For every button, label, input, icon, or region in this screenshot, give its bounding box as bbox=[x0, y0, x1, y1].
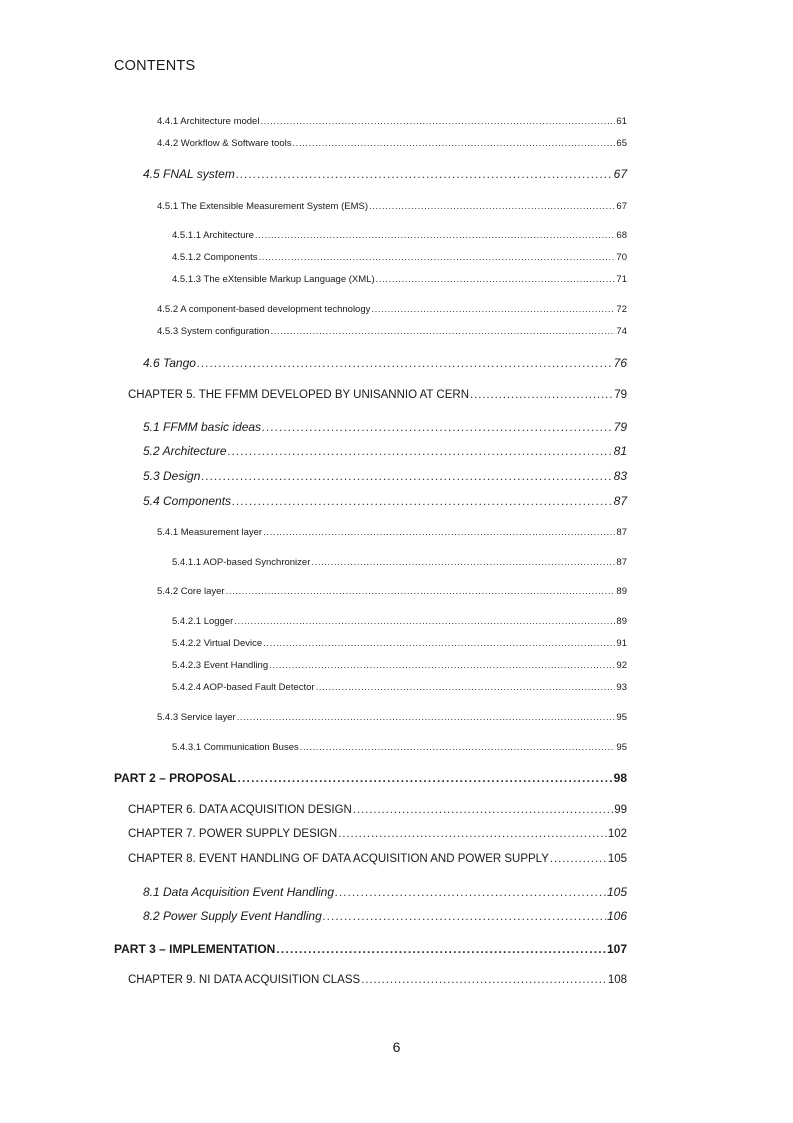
toc-entry[interactable] bbox=[128, 389, 627, 401]
toc-entry-title: CHAPTER 7. POWER SUPPLY DESIGN bbox=[128, 828, 338, 840]
toc-entry-title: 5.4.2 Core layer bbox=[157, 586, 225, 597]
toc-entry[interactable] bbox=[143, 356, 627, 370]
dot-leader bbox=[335, 885, 606, 899]
toc-entry-page: 102 bbox=[607, 828, 627, 840]
toc-entry-page: 108 bbox=[607, 974, 627, 986]
dot-leader bbox=[550, 853, 607, 865]
toc-entry-title: 8.2 Power Supply Event Handling bbox=[143, 909, 322, 923]
toc-entry-title: CHAPTER 9. NI DATA ACQUISITION CLASS bbox=[128, 974, 361, 986]
toc-entry[interactable] bbox=[128, 974, 627, 986]
dot-leader bbox=[361, 974, 607, 986]
toc-entry-title: 5.4.1.1 AOP-based Synchronizer bbox=[172, 557, 311, 568]
toc-entry-title: CHAPTER 6. DATA ACQUISITION DESIGN bbox=[128, 804, 352, 816]
toc-entry-title: 5.4.2.2 Virtual Device bbox=[172, 638, 263, 649]
dot-leader bbox=[470, 389, 613, 401]
toc-entry-title: 4.6 Tango bbox=[143, 356, 196, 370]
toc-entry[interactable] bbox=[172, 682, 627, 693]
dot-leader bbox=[323, 909, 606, 923]
dot-leader bbox=[311, 557, 615, 568]
toc-entry-title: 4.5.1.2 Components bbox=[172, 252, 258, 263]
toc-entry-page: 95 bbox=[616, 742, 627, 753]
toc-entry-title: 5.2 Architecture bbox=[143, 444, 227, 458]
toc-entry-page: 89 bbox=[616, 616, 627, 627]
toc-entry-title: 5.4.1 Measurement layer bbox=[157, 527, 263, 538]
toc-entry-title: 4.5.1 The Extensible Measurement System (EMS) bbox=[157, 201, 369, 212]
dot-leader bbox=[237, 771, 612, 785]
toc-entry-page: 95 bbox=[616, 712, 627, 723]
toc-entry-title: 5.4 Components bbox=[143, 494, 232, 508]
toc-entry-page: 87 bbox=[613, 494, 627, 508]
toc-entry[interactable] bbox=[143, 909, 627, 923]
toc-entry-page: 79 bbox=[613, 420, 627, 434]
toc-entry-page: 81 bbox=[613, 444, 627, 458]
toc-entry[interactable] bbox=[157, 201, 627, 212]
toc-entry-page: 68 bbox=[616, 230, 627, 241]
toc-entry-title: 5.4.3.1 Communication Buses bbox=[172, 742, 299, 753]
toc-entry-page: 106 bbox=[606, 909, 627, 923]
toc-entry-title: 5.4.2.4 AOP-based Fault Detector bbox=[172, 682, 315, 693]
toc-entry-title: 5.4.3 Service layer bbox=[157, 712, 236, 723]
toc-entry[interactable] bbox=[172, 557, 627, 568]
dot-leader bbox=[232, 494, 613, 508]
dot-leader bbox=[259, 252, 616, 263]
toc-entry-page: 98 bbox=[613, 771, 627, 785]
toc-entry-title: 8.1 Data Acquisition Event Handling bbox=[143, 885, 335, 899]
toc-entry[interactable] bbox=[143, 420, 627, 434]
toc-entry-page: 92 bbox=[616, 660, 627, 671]
dot-leader bbox=[236, 167, 613, 181]
toc-entry[interactable] bbox=[143, 885, 627, 899]
toc-entry-title: 5.4.2.1 Logger bbox=[172, 616, 234, 627]
dot-leader bbox=[237, 712, 616, 723]
toc-entry-page: 83 bbox=[613, 469, 627, 483]
dot-leader bbox=[270, 326, 615, 337]
toc-entry[interactable] bbox=[157, 527, 627, 538]
toc-entry[interactable] bbox=[143, 167, 627, 181]
dot-leader bbox=[197, 356, 613, 370]
toc-entry-page: 72 bbox=[616, 304, 627, 315]
toc-entry[interactable] bbox=[172, 742, 627, 753]
toc-entry[interactable] bbox=[157, 712, 627, 723]
dot-leader bbox=[371, 304, 615, 315]
toc-entry-page: 70 bbox=[616, 252, 627, 263]
dot-leader bbox=[376, 274, 616, 285]
toc-entry-page: 79 bbox=[614, 389, 627, 401]
dot-leader bbox=[262, 420, 613, 434]
toc-entry[interactable] bbox=[172, 274, 627, 285]
toc-entry-title: PART 2 – PROPOSAL bbox=[114, 771, 237, 785]
toc-entry-title: 4.4.2 Workflow & Software tools bbox=[157, 138, 292, 149]
toc-entry-title: 5.1 FFMM basic ideas bbox=[143, 420, 262, 434]
dot-leader bbox=[263, 527, 615, 538]
toc-entry-page: 105 bbox=[606, 885, 627, 899]
toc-entry-page: 61 bbox=[616, 116, 627, 127]
toc-entry-page: 99 bbox=[614, 804, 627, 816]
toc-entry-page: 89 bbox=[616, 586, 627, 597]
toc-entry[interactable] bbox=[172, 638, 627, 649]
dot-leader bbox=[263, 638, 615, 649]
toc-entry-page: 107 bbox=[606, 942, 627, 956]
page-header: CONTENTS bbox=[114, 58, 196, 74]
toc-entry[interactable] bbox=[143, 469, 627, 483]
toc-entry-page: 74 bbox=[616, 326, 627, 337]
dot-leader bbox=[201, 469, 612, 483]
toc-entry-page: 87 bbox=[616, 527, 627, 538]
dot-leader bbox=[276, 942, 606, 956]
toc-entry-page: 67 bbox=[613, 167, 627, 181]
toc-entry[interactable] bbox=[143, 444, 627, 458]
toc-entry[interactable] bbox=[128, 804, 627, 816]
toc-entry-title: CHAPTER 8. EVENT HANDLING OF DATA ACQUISITION AND POWER SUPPLY bbox=[128, 853, 549, 865]
toc-entry[interactable] bbox=[157, 116, 627, 127]
dot-leader bbox=[338, 828, 607, 840]
dot-leader bbox=[228, 444, 613, 458]
toc-entry[interactable] bbox=[128, 828, 627, 840]
toc-entry[interactable] bbox=[157, 586, 627, 597]
toc-entry[interactable] bbox=[157, 326, 627, 337]
toc-entry-title: 4.4.1 Architecture model bbox=[157, 116, 260, 127]
toc-entry-title: 4.5.1.3 The eXtensible Markup Language (XML) bbox=[172, 274, 375, 285]
toc-entry[interactable] bbox=[172, 230, 627, 241]
toc-entry-page: 76 bbox=[613, 356, 627, 370]
dot-leader bbox=[255, 230, 616, 241]
toc-entry-title: 4.5 FNAL system bbox=[143, 167, 235, 181]
toc-entry[interactable] bbox=[172, 660, 627, 671]
dot-leader bbox=[369, 201, 615, 212]
toc-entry[interactable] bbox=[114, 942, 627, 956]
toc-entry[interactable] bbox=[143, 494, 627, 508]
toc-entry-title: 4.5.2 A component-based development technology bbox=[157, 304, 371, 315]
dot-leader bbox=[234, 616, 615, 627]
page-number: 6 bbox=[392, 1039, 401, 1055]
toc-entry-page: 105 bbox=[607, 853, 627, 865]
dot-leader bbox=[226, 586, 616, 597]
toc-entry-title: CHAPTER 5. THE FFMM DEVELOPED BY UNISANNIO AT CERN bbox=[128, 389, 470, 401]
toc-entry-page: 67 bbox=[616, 201, 627, 212]
toc-entry-title: 5.4.2.3 Event Handling bbox=[172, 660, 269, 671]
toc-entry-page: 87 bbox=[616, 557, 627, 568]
toc-entry-page: 65 bbox=[616, 138, 627, 149]
toc-entry-page: 93 bbox=[616, 682, 627, 693]
dot-leader bbox=[300, 742, 616, 753]
toc-entry[interactable] bbox=[172, 616, 627, 627]
dot-leader bbox=[260, 116, 615, 127]
toc-entry-title: PART 3 – IMPLEMENTATION bbox=[114, 942, 276, 956]
toc-entry-title: 4.5.1.1 Architecture bbox=[172, 230, 254, 241]
toc-entry[interactable] bbox=[157, 138, 627, 149]
dot-leader bbox=[316, 682, 616, 693]
dot-leader bbox=[269, 660, 615, 671]
toc-entry[interactable] bbox=[114, 771, 627, 785]
toc-entry-title: 5.3 Design bbox=[143, 469, 201, 483]
toc-entry-page: 91 bbox=[616, 638, 627, 649]
toc-entry-title: 4.5.3 System configuration bbox=[157, 326, 270, 337]
toc-entry[interactable] bbox=[172, 252, 627, 263]
toc-entry[interactable] bbox=[157, 304, 627, 315]
dot-leader bbox=[292, 138, 615, 149]
toc-entry[interactable] bbox=[128, 853, 627, 865]
toc-entry-page: 71 bbox=[616, 274, 627, 285]
dot-leader bbox=[353, 804, 613, 816]
